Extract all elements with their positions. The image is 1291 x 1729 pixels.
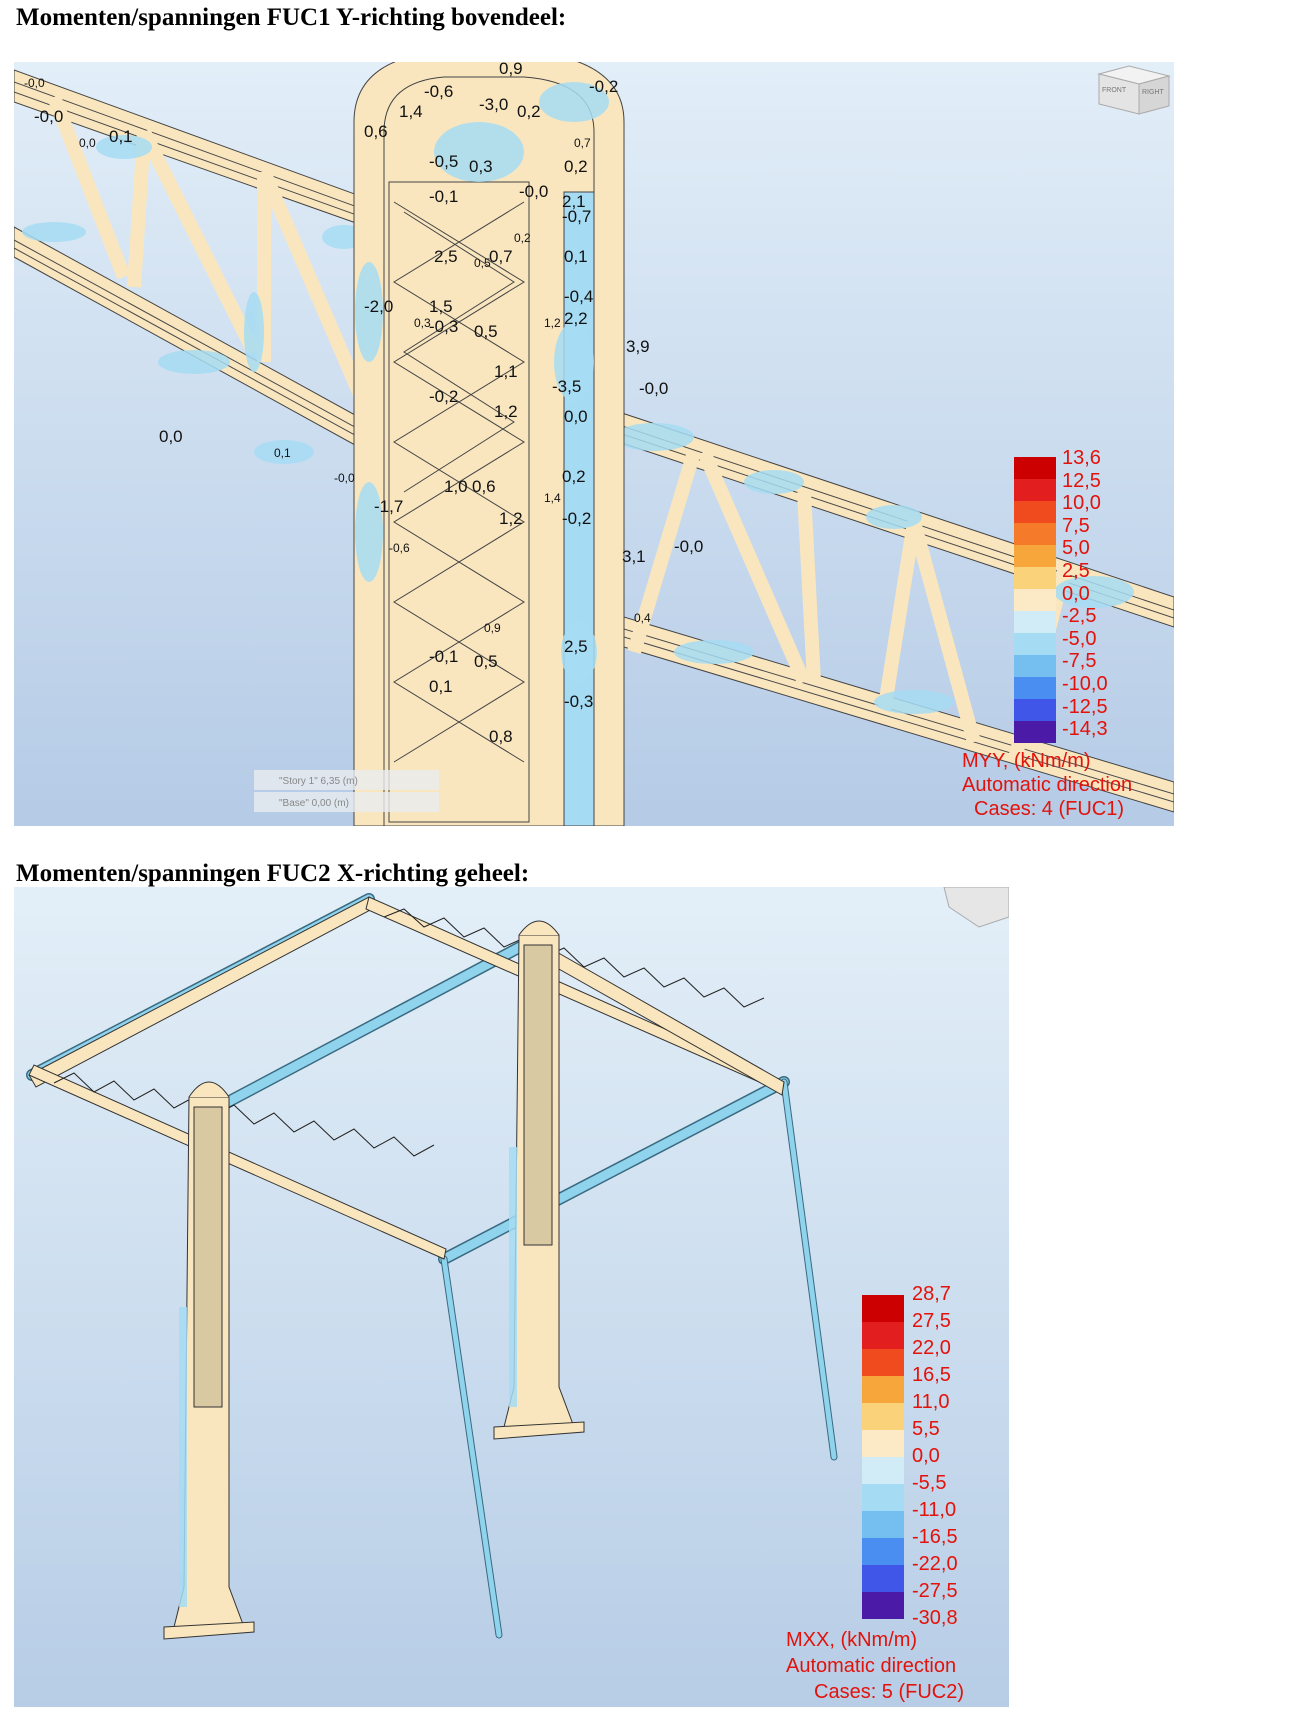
legend-swatch <box>862 1511 904 1538</box>
result-value: -0,7 <box>562 207 592 226</box>
legend-value: 11,0 <box>912 1391 950 1413</box>
legend-swatch <box>1014 699 1056 721</box>
result-value: 2,5 <box>564 637 588 656</box>
legend-swatch <box>1014 567 1056 589</box>
legend-swatch <box>862 1322 904 1349</box>
legend-value: 0,0 <box>1062 582 1090 605</box>
legend-swatch <box>862 1457 904 1484</box>
legend-swatch <box>862 1349 904 1376</box>
result-value: 0,5 <box>474 652 498 671</box>
legend-value: -14,3 <box>1062 718 1108 741</box>
result-value: 0,3 <box>469 157 493 176</box>
result-value: -0,1 <box>429 647 459 666</box>
cube-front-label: FRONT <box>1102 87 1127 94</box>
result-value: 0,5 <box>474 256 491 270</box>
result-value: -0,0 <box>519 182 549 201</box>
result-value: -0,6 <box>389 541 410 555</box>
result-value: 1,0 <box>444 477 468 496</box>
result-value: 0,2 <box>517 102 541 121</box>
legend-swatch <box>862 1376 904 1403</box>
story-label: "Base" 0,00 (m) <box>279 798 349 809</box>
legend-swatch <box>862 1565 904 1592</box>
result-value: 0,1 <box>429 677 453 696</box>
fuc2-model-drawing <box>14 887 1009 1707</box>
fuc1-model-drawing <box>14 62 1174 826</box>
result-value: -0,4 <box>564 287 594 306</box>
result-value: -0,2 <box>562 509 592 528</box>
fuc2-result-view[interactable] <box>14 887 1009 1707</box>
cube-right-label: RIGHT <box>1142 89 1164 96</box>
legend-swatch <box>1014 479 1056 501</box>
legend-swatch <box>1014 677 1056 699</box>
result-value: 1,2 <box>499 509 523 528</box>
result-value: 0,6 <box>364 122 388 141</box>
legend-swatch <box>1014 611 1056 633</box>
legend-swatch <box>1014 655 1056 677</box>
legend-value: -16,5 <box>912 1526 958 1548</box>
result-value: 1,4 <box>399 102 423 121</box>
result-value: 0,9 <box>484 621 501 635</box>
result-value: -0,5 <box>429 152 459 171</box>
legend-cases: Cases: 4 (FUC1) <box>974 798 1125 820</box>
heading-fuc2: Momenten/spanningen FUC2 X-richting geheel: <box>16 860 530 887</box>
legend-swatch <box>1014 721 1056 743</box>
result-value: 0,1 <box>274 446 291 460</box>
legend-value: -2,5 <box>1062 605 1097 628</box>
legend-value: 10,0 <box>1062 492 1101 515</box>
result-value: -0,2 <box>589 77 619 96</box>
result-value: 0,9 <box>499 62 523 78</box>
result-value: 0,4 <box>634 611 651 625</box>
result-value: -0,1 <box>429 187 459 206</box>
legend-value: 5,5 <box>912 1418 940 1440</box>
legend-swatch <box>1014 589 1056 611</box>
central-column <box>354 62 624 826</box>
legend-value: 0,0 <box>912 1445 940 1467</box>
result-value: -0,0 <box>34 107 64 126</box>
legend-value: 27,5 <box>912 1310 951 1332</box>
legend-value: 16,5 <box>912 1364 951 1386</box>
result-value: 0,2 <box>514 231 531 245</box>
legend-value: -5,5 <box>912 1472 947 1494</box>
result-value: 1,1 <box>494 362 518 381</box>
legend-swatch <box>1014 457 1056 479</box>
legend-direction: Automatic direction <box>786 1655 957 1677</box>
legend-value: 7,5 <box>1062 514 1090 537</box>
legend-value: -10,0 <box>1062 673 1108 695</box>
legend-quantity: MXX, (kNm/m) <box>786 1629 918 1651</box>
result-value: -0,3 <box>429 317 459 336</box>
result-value: 0,1 <box>109 127 133 146</box>
legend-quantity: MYY, (kNm/m) <box>962 750 1091 772</box>
legend-value: 2,5 <box>1062 560 1090 582</box>
result-value: 3,1 <box>622 547 646 566</box>
result-value: 0,2 <box>562 467 586 486</box>
result-value: 2,2 <box>564 309 588 328</box>
result-value: -0,3 <box>564 692 594 711</box>
legend-swatch <box>1014 523 1056 545</box>
legend-value: 5,0 <box>1062 537 1090 560</box>
legend-swatch <box>862 1592 904 1619</box>
result-value: 1,5 <box>429 297 453 316</box>
result-value: 0,8 <box>489 727 513 746</box>
result-value: 0,2 <box>564 157 588 176</box>
result-value: -1,7 <box>374 497 404 516</box>
legend-direction: Automatic direction <box>962 774 1133 796</box>
result-value: 0,0 <box>79 136 96 150</box>
legend-value: -7,5 <box>1062 650 1097 673</box>
legend-cases: Cases: 5 (FUC2) <box>814 1681 965 1703</box>
result-value: 1,4 <box>544 491 561 505</box>
legend-swatch <box>1014 545 1056 567</box>
result-value: 3,9 <box>626 337 650 356</box>
result-value: 0,3 <box>414 316 431 330</box>
result-value: 2,1 <box>562 192 586 211</box>
legend-swatch <box>862 1430 904 1457</box>
legend-swatch <box>862 1484 904 1511</box>
legend-value: -30,8 <box>912 1607 958 1629</box>
result-value: 0,6 <box>472 477 496 496</box>
result-value: 0,1 <box>564 247 588 266</box>
legend-value: -11,0 <box>912 1499 957 1521</box>
legend-swatch <box>862 1295 904 1322</box>
result-value: -0,2 <box>429 387 459 406</box>
result-value: -0,0 <box>639 379 669 398</box>
result-value: -3,0 <box>479 95 509 114</box>
legend-value: -5,0 <box>1062 627 1097 650</box>
result-value: -0,0 <box>674 537 704 556</box>
legend-value: 28,7 <box>912 1283 951 1305</box>
result-value: -0,6 <box>424 82 454 101</box>
result-value: 1,2 <box>494 402 518 421</box>
fuc1-result-view[interactable] <box>14 62 1174 826</box>
result-value: -2,0 <box>364 297 394 316</box>
legend-value: -27,5 <box>912 1580 958 1602</box>
result-value: 0,0 <box>159 427 183 446</box>
legend-swatch <box>862 1538 904 1565</box>
legend-swatch <box>1014 501 1056 523</box>
result-value: -3,5 <box>552 377 582 396</box>
result-value: 0,5 <box>474 322 498 341</box>
view-cube-icon <box>1099 66 1169 114</box>
legend-swatch <box>1014 633 1056 655</box>
legend-value: 22,0 <box>912 1337 951 1359</box>
legend-value: -12,5 <box>1062 695 1108 718</box>
legend-swatch <box>862 1403 904 1430</box>
legend-value: 12,5 <box>1062 469 1101 492</box>
legend-value: -22,0 <box>912 1553 958 1575</box>
legend-value: 13,6 <box>1062 447 1101 469</box>
result-value: 0,7 <box>489 247 513 266</box>
result-value: 2,5 <box>434 247 458 266</box>
result-value: 0,0 <box>564 407 588 426</box>
result-value: 1,2 <box>544 316 561 330</box>
result-value: 0,7 <box>574 136 591 150</box>
story-label: "Story 1" 6,35 (m) <box>279 776 358 787</box>
heading-fuc1: Momenten/spanningen FUC1 Y-richting bovendeel: <box>16 4 567 31</box>
result-value: -0,0 <box>24 76 45 90</box>
result-value: -0,0 <box>334 471 355 485</box>
